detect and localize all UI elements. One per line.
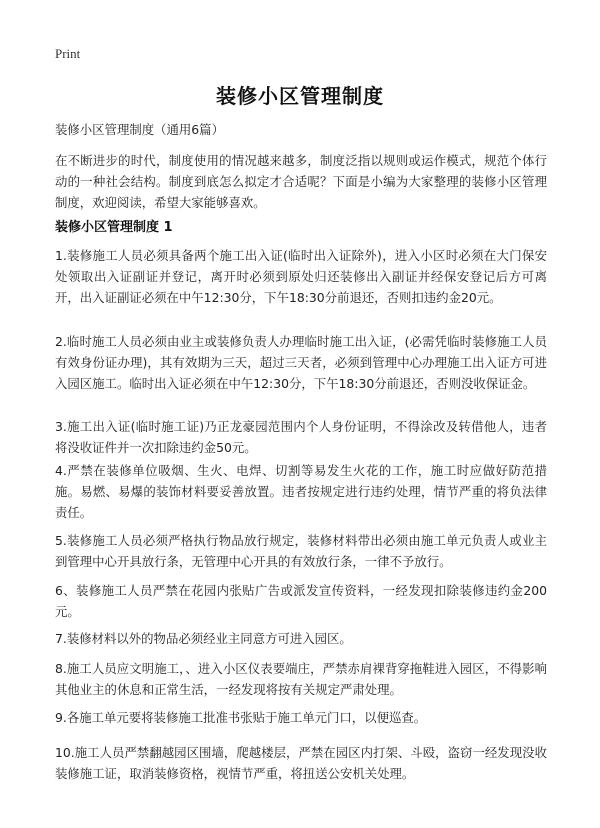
rule-paragraph-6: 6、装修施工人员严禁在花园内张贴广告或派发宣传资料，一经发现扣除装修违约金200元。 bbox=[55, 583, 547, 619]
document-subtitle: 装修小区管理制度（通用6篇） bbox=[55, 122, 224, 137]
intro-paragraph: 在不断进步的时代，制度使用的情况越来越多，制度泛指以规则或运作模式，规范个体行动的一种社会结构。制度到底怎么拟定才合适呢？下面是小编为大家整理的装修小区管理制度，欢迎阅读，希望大家能够喜欢。 bbox=[55, 153, 547, 210]
page-title: 装修小区管理制度 bbox=[216, 84, 384, 108]
rule-paragraph-1: 1.装修施工人员必须具备两个施工出入证(临时出入证除外)，进入小区时必须在大门保安处领取出入证副证并登记，离开时必须到原处归还装修出入副证并经保安登记后方可离开，出入证副证必须在中午12:30分，下午18:30分前退还，否则扣违约金20元。 bbox=[55, 248, 547, 305]
rule-paragraph-4: 4.严禁在装修单位吸烟、生火、电焊、切割等易发生火花的工作，施工时应做好防范措施。易燃、易爆的装饰材料要妥善放置。违者按规定进行违约处理，情节严重的将负法律责任。 bbox=[55, 463, 547, 520]
section-heading: 装修小区管理制度 1 bbox=[55, 220, 173, 235]
rule-paragraph-7: 7.装修材料以外的物品必须经业主同意方可进入园区。 bbox=[55, 631, 352, 646]
rule-paragraph-2: 2.临时施工人员必须由业主或装修负责人办理临时施工出入证，(必需凭临时装修施工人员有效身份证办理)，其有效期为三天，超过三天者，必须到管理中心办理施工出入证方可进入园区施工。临时出入证必须在中午12:30分，下午18:30分前退还，否则没收保证金。 bbox=[55, 334, 547, 391]
rule-paragraph-8: 8.施工人员应文明施工，、进入小区仪表要端庄，严禁赤肩裸背穿拖鞋进入园区，不得影响其他业主的休息和正常生活，一经发现将按有关规定严肃处理。 bbox=[55, 661, 547, 697]
print-link[interactable]: Print bbox=[55, 46, 81, 61]
rule-paragraph-3: 3.施工出入证(临时施工证)乃正龙豪园范围内个人身份证明，不得涂改及转借他人，违者将没收证件并一次扣除违约金50元。 bbox=[55, 419, 547, 455]
rule-paragraph-10: 10.施工人员严禁翻越园区围墙，爬越楼层，严禁在园区内打架、斗殴，盗窃一经发现没收装修施工证，取消装修资格，视情节严重，将扭送公安机关处理。 bbox=[55, 745, 547, 781]
rule-paragraph-9: 9.各施工单元要将装修施工批准书张贴于施工单元门口，以便巡查。 bbox=[55, 710, 427, 725]
rule-paragraph-5: 5.装修施工人员必须严格执行物品放行规定，装修材料带出必须由施工单元负责人或业主到管理中心开具放行条，无管理中心开具的有效放行条，一律不予放行。 bbox=[55, 533, 547, 569]
